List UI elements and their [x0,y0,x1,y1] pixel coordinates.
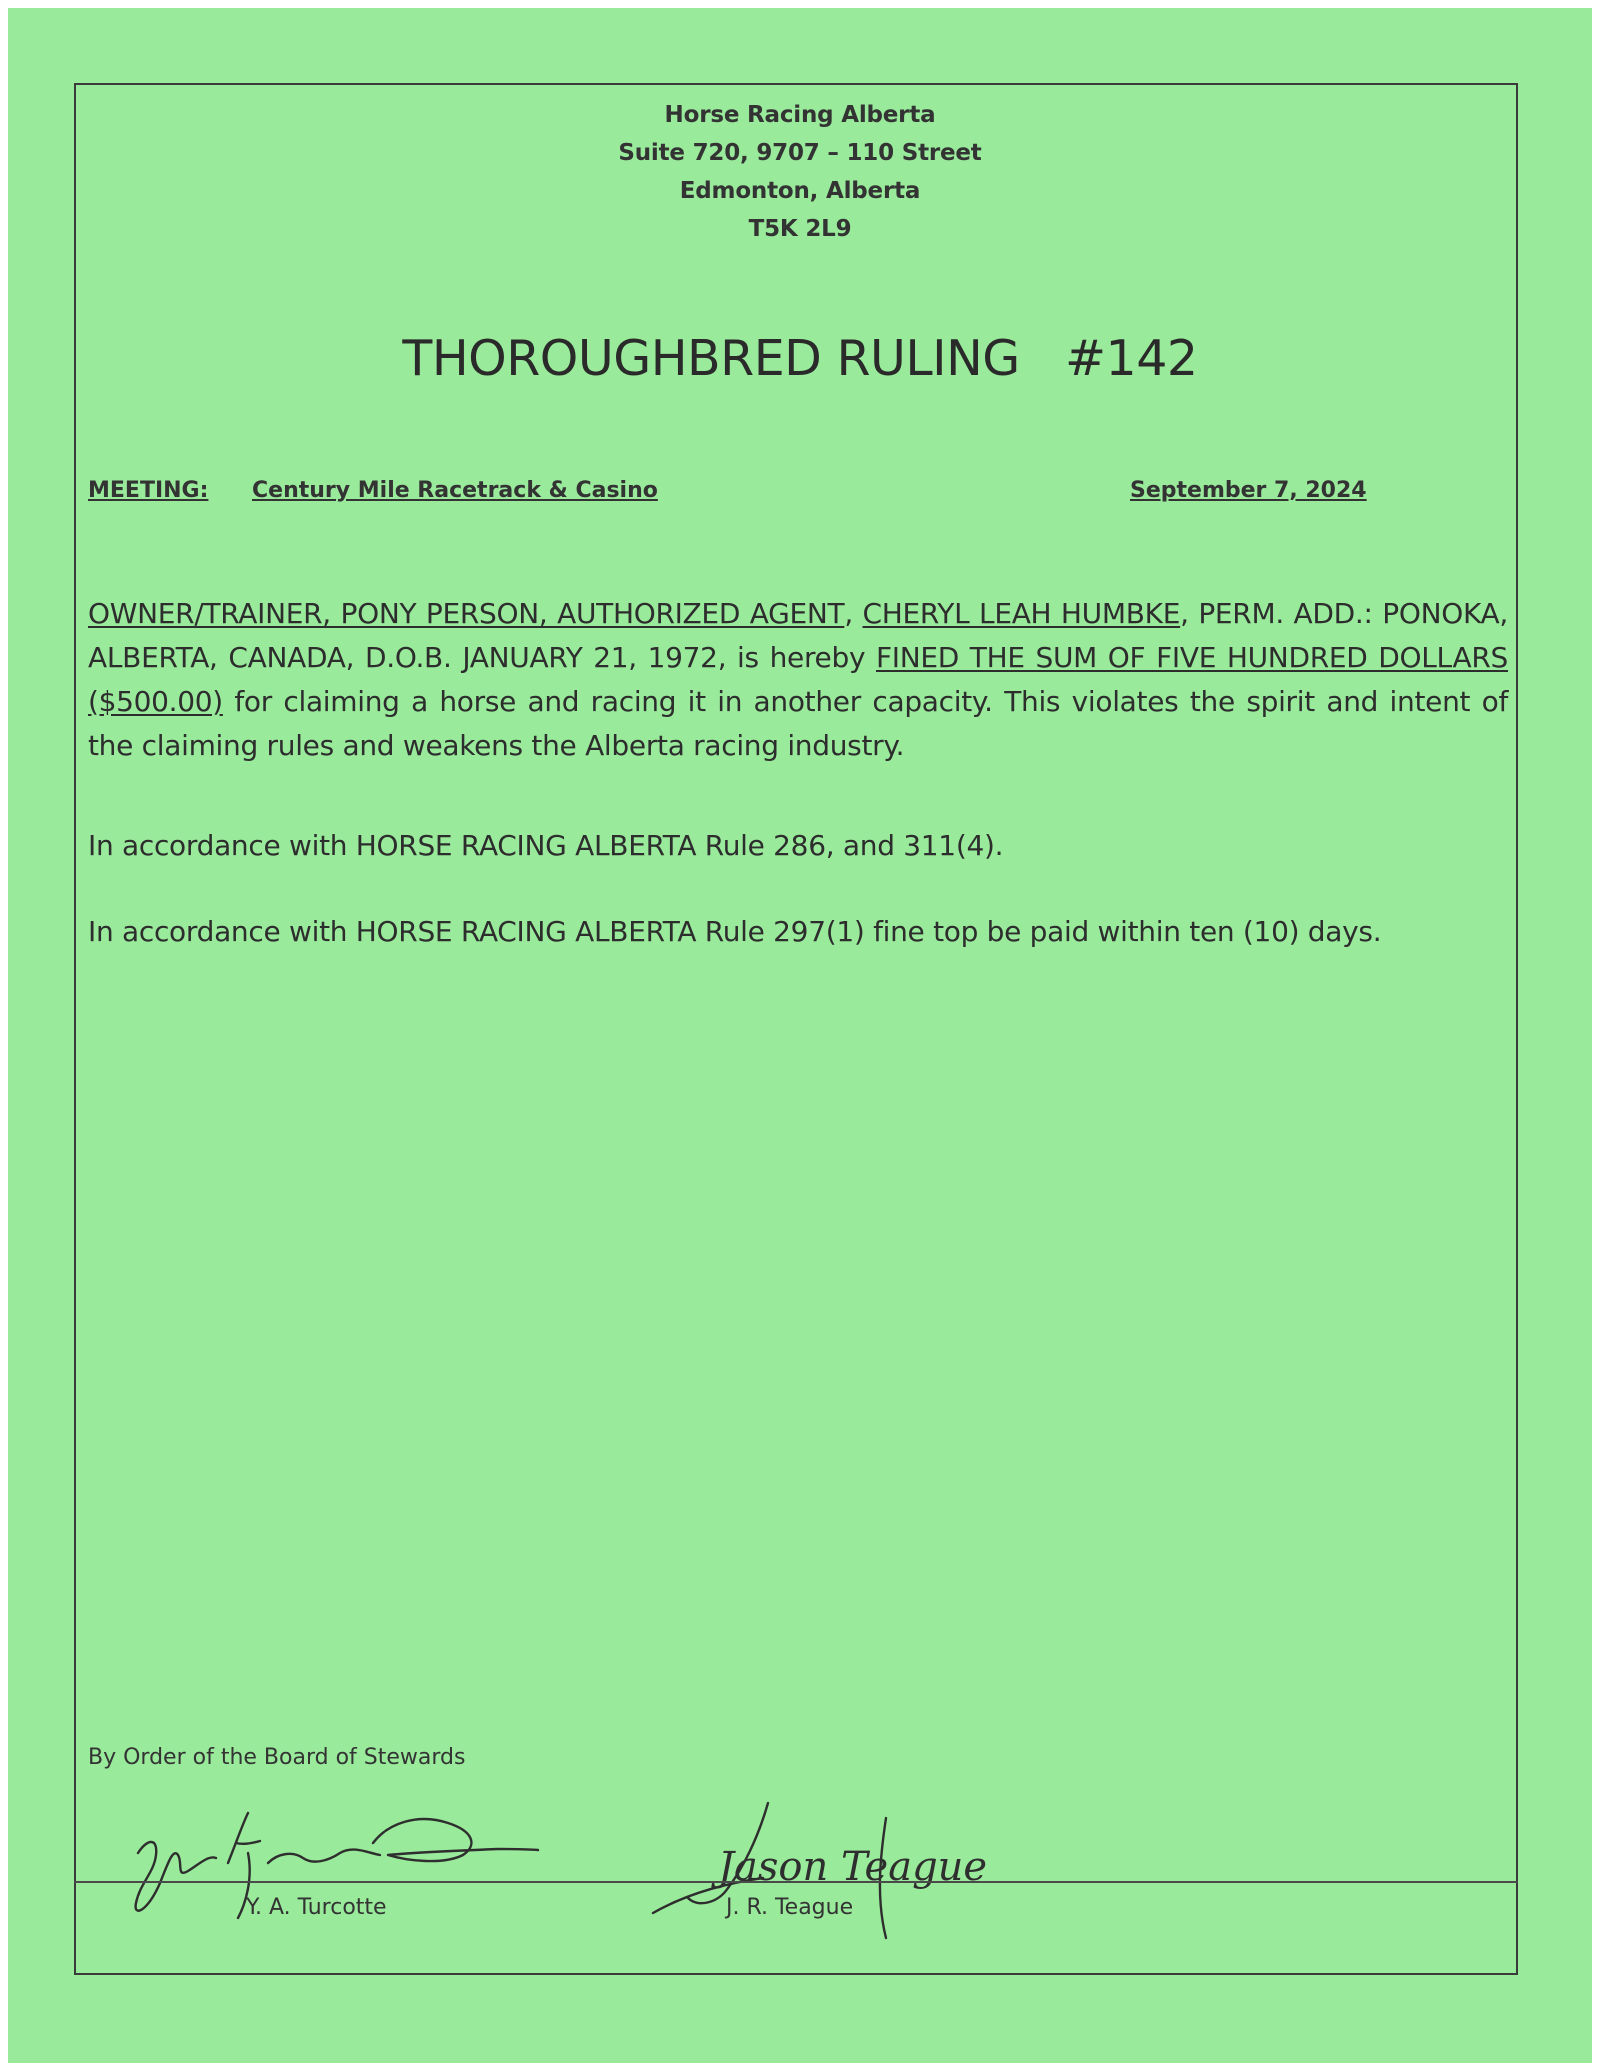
rule-reference-2: In accordance with HORSE RACING ALBERTA Rule 297(1) fine top be paid within ten (10) days. [88,915,1382,948]
reason-text: for claiming a horse and racing it in another capacity. This violates the spirit and intent of the claiming rules and weakens the Alberta racing industry. [88,685,1508,762]
ruling-paragraph [88,592,1508,768]
steward-2-name: J. R. Teague [726,1895,854,1920]
address-line-1: Suite 720, 9707 – 110 Street [618,140,982,166]
signature-teague-text: Jason Teague [718,1844,988,1890]
roles-text: OWNER/TRAINER, PONY PERSON, AUTHORIZED AGENT [88,597,845,630]
meeting-label: MEETING: [88,478,209,503]
steward-1-name: Y. A. Turcotte [246,1895,387,1920]
postal-code: T5K 2L9 [748,216,852,242]
address-line-2: Edmonton, Alberta [679,178,921,204]
meeting-venue: Century Mile Racetrack & Casino [252,478,658,503]
by-order-text: By Order of the Board of Stewards [88,1745,466,1770]
person-name: CHERYL LEAH HUMBKE [862,597,1181,630]
rule-reference-1: In accordance with HORSE RACING ALBERTA Rule 286, and 311(4). [88,829,1004,862]
person-details: , PERM. ADD.: PONOKA, ALBERTA, CANADA, D.O.B. JANUARY 21, 1972, is hereby [88,597,1508,674]
penalty-text: FINED THE SUM OF FIVE HUNDRED DOLLARS ($500.00) [88,641,1508,718]
meeting-date: September 7, 2024 [1130,478,1367,503]
ruling-document [8,8,1592,2063]
ruling-title: THOROUGHBRED RULING #142 [402,330,1198,387]
signature-teague [648,1798,1008,1948]
letterhead [8,96,1592,248]
signature-line [74,1881,1518,1883]
separator-text: , [844,597,863,630]
organization-name: Horse Racing Alberta [664,102,936,128]
